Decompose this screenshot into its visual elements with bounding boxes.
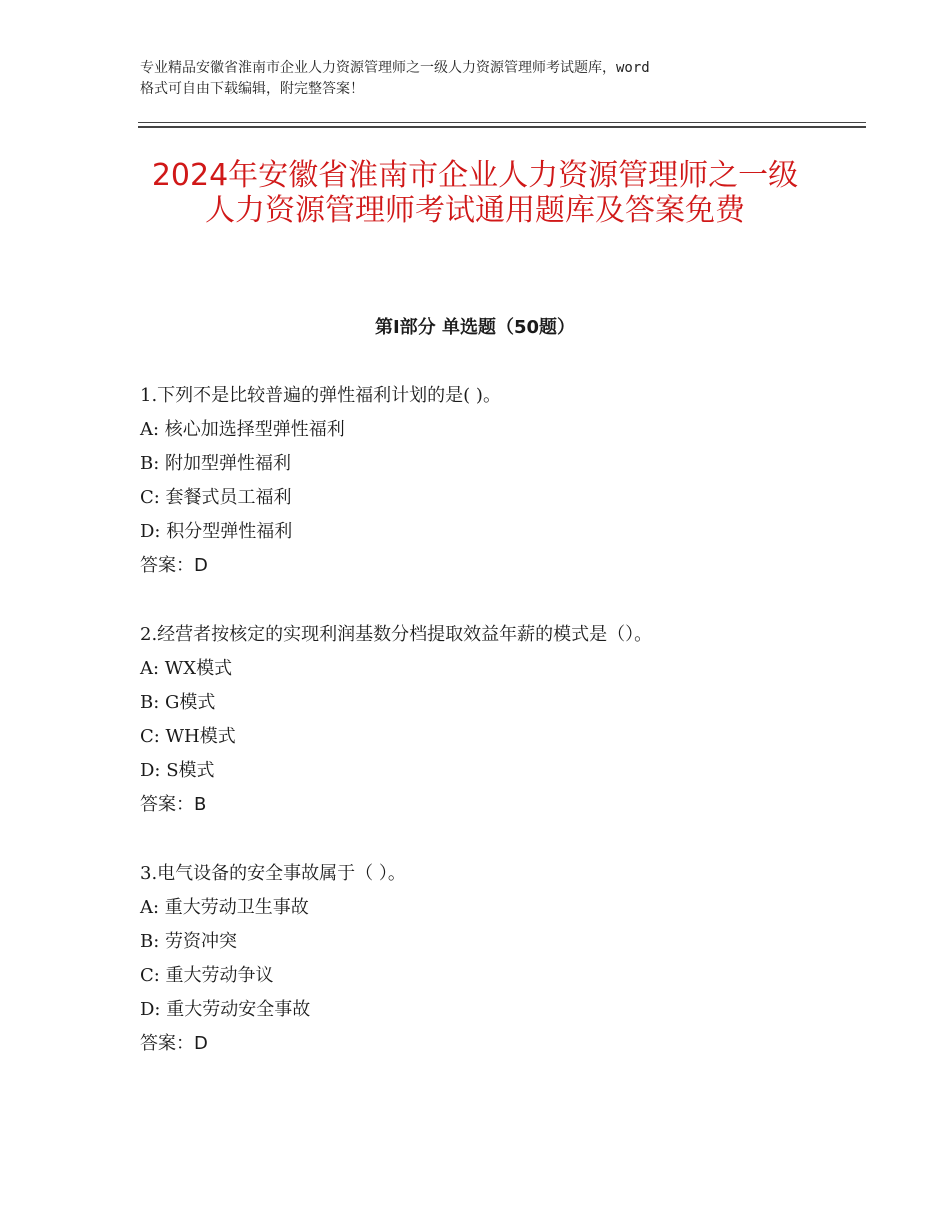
option-c: C: 套餐式员工福利 bbox=[140, 487, 292, 508]
option-b: B: 劳资冲突 bbox=[140, 931, 238, 952]
answer-line: 答案：D bbox=[140, 555, 208, 576]
header-divider-thin bbox=[138, 122, 866, 123]
answer-line: 答案：B bbox=[140, 794, 207, 815]
header-note bbox=[140, 58, 840, 100]
option-a: A: WX模式 bbox=[140, 658, 233, 679]
option-c: C: WH模式 bbox=[140, 726, 236, 747]
document-title: 2024年安徽省淮南市企业人力资源管理师之一级人力资源管理师考试通用题库及答案免费 bbox=[151, 158, 799, 228]
question-1 bbox=[140, 379, 840, 583]
question-2 bbox=[140, 618, 840, 822]
question-stem: 1.下列不是比较普遍的弹性福利计划的是( )。 bbox=[140, 385, 501, 406]
question-stem: 2.经营者按核定的实现利润基数分档提取效益年薪的模式是（）。 bbox=[140, 624, 653, 645]
header-note-line-1: 专业精品安徽省淮南市企业人力资源管理师之一级人力资源管理师考试题库，word bbox=[140, 60, 650, 76]
option-d: D: 积分型弹性福利 bbox=[140, 521, 293, 542]
question-3 bbox=[140, 857, 840, 1061]
header-note-line-2: 格式可自由下载编辑，附完整答案！ bbox=[140, 81, 364, 97]
section-title: 第Ⅰ部分 单选题（50题） bbox=[374, 317, 575, 338]
option-d: D: S模式 bbox=[140, 760, 215, 781]
answer-line: 答案：D bbox=[140, 1033, 208, 1054]
header-divider-thick bbox=[138, 126, 866, 128]
option-b: B: G模式 bbox=[140, 692, 216, 713]
option-c: C: 重大劳动争议 bbox=[140, 965, 274, 986]
option-a: A: 核心加选择型弹性福利 bbox=[140, 419, 345, 440]
option-d: D: 重大劳动安全事故 bbox=[140, 999, 311, 1020]
option-b: B: 附加型弹性福利 bbox=[140, 453, 292, 474]
question-stem: 3.电气设备的安全事故属于（ ）。 bbox=[140, 863, 406, 884]
option-a: A: 重大劳动卫生事故 bbox=[140, 897, 309, 918]
